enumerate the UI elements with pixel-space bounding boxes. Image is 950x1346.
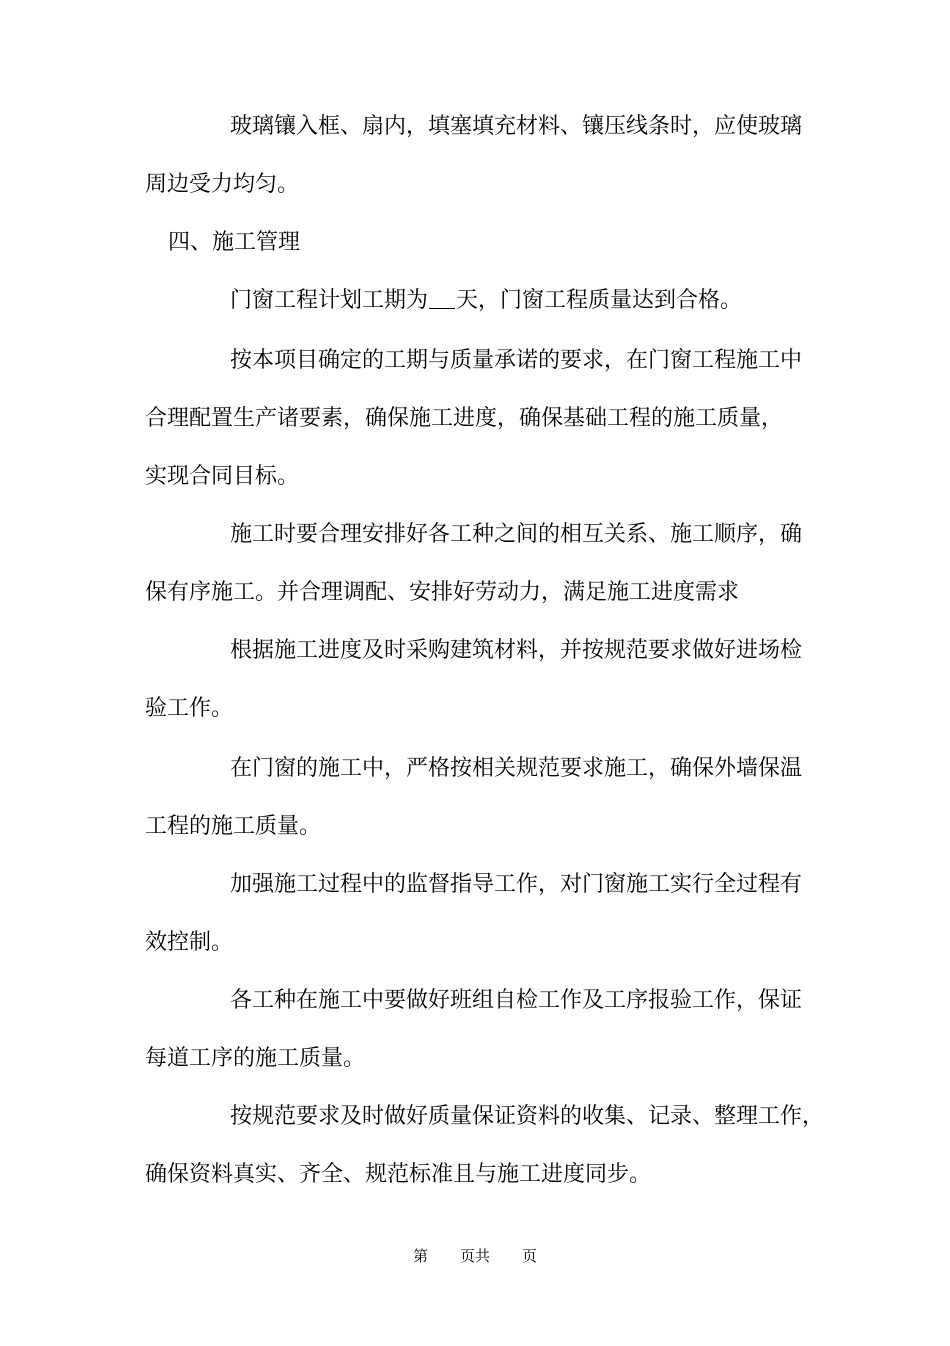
footer-page-mid: 页共 xyxy=(459,1247,490,1265)
paragraph-line: 施工时要合理安排好各工种之间的相互关系、施工顺序，确 xyxy=(230,522,803,547)
paragraph-line: 保有序施工。并合理调配、安排好劳动力，满足施工进度需求 xyxy=(145,580,740,605)
paragraph-line: 按规范要求及时做好质量保证资料的收集、记录、整理工作， xyxy=(230,1104,825,1129)
paragraph-line xyxy=(230,286,742,316)
paragraph-line: 工程的施工质量。 xyxy=(145,814,322,839)
footer-page-label: 第 xyxy=(412,1247,428,1265)
paragraph-line: 实现合同目标。 xyxy=(145,464,300,489)
paragraph-text: 天，门窗工程质量达到合格。 xyxy=(456,288,743,313)
paragraph-line: 在门窗的施工中，严格按相关规范要求施工，确保外墙保温 xyxy=(230,756,803,781)
paragraph-line: 加强施工过程中的监督指导工作，对门窗施工实行全过程有 xyxy=(230,872,803,897)
paragraph-line: 每道工序的施工质量。 xyxy=(145,1046,366,1071)
fill-in-blank xyxy=(429,286,455,309)
paragraph-line: 根据施工进度及时采购建筑材料，并按规范要求做好进场检 xyxy=(230,638,803,663)
paragraph-line: 玻璃镶入框、扇内，填塞填充材料、镶压线条时，应使玻璃 xyxy=(230,114,803,139)
paragraph-text: 门窗工程计划工期为 xyxy=(230,288,429,313)
paragraph-line: 按本项目确定的工期与质量承诺的要求，在门窗工程施工中 xyxy=(230,348,803,373)
paragraph-line: 效控制。 xyxy=(145,930,234,955)
footer-page-end: 页 xyxy=(522,1247,538,1265)
paragraph-line: 合理配置生产诸要素，确保施工进度，确保基础工程的施工质量， xyxy=(145,406,784,431)
paragraph-line: 确保资料真实、齐全、规范标准且与施工进度同步。 xyxy=(145,1162,652,1187)
paragraph-line: 验工作。 xyxy=(145,696,234,721)
page-footer xyxy=(0,1244,950,1268)
paragraph-line: 周边受力均匀。 xyxy=(145,172,300,197)
section-heading: 四、施工管理 xyxy=(168,230,301,255)
paragraph-line: 各工种在施工中要做好班组自检工作及工序报验工作，保证 xyxy=(230,988,803,1013)
